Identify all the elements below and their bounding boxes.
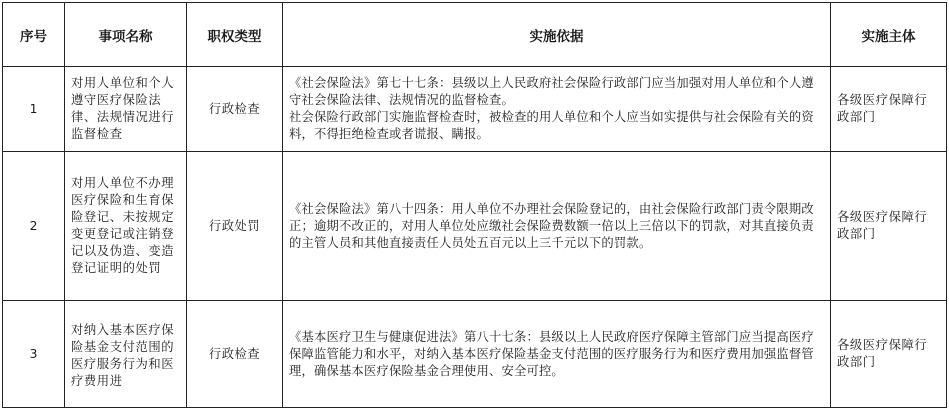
header-power-type: 职权类型 [187,3,283,67]
row-seq: 3 [3,301,65,408]
row-power-type: 行政检查 [187,301,283,408]
row-subject: 各级医疗保障行政部门 [831,152,947,301]
row-basis [283,301,831,408]
basis-paragraph: 《基本医疗卫生与健康促进法》第八十七条：县级以上人民政府医疗保障主管部门应当提高医疗保障监管能力和水平，对纳入基本医疗保险基金支付范围的医疗服务行为和医疗费用加强监督管理，确保基本医疗保险基金合理使用、安全可控。 [289,329,814,378]
row-basis [283,67,831,152]
row-subject: 各级医疗保障行政部门 [831,301,947,408]
row-subject: 各级医疗保障行政部门 [831,67,947,152]
basis-paragraph: 社会保险行政部门实施监督检查时，被检查的用人单位和个人应当如实提供与社会保险有关的资料，不得拒绝检查或者谎报、瞒报。 [289,110,814,141]
enforcement-items-table [2,2,947,408]
item-name-text: 对纳入基本医疗保险基金支付范围的医疗服务行为和医疗费用进 [71,323,175,388]
header-basis: 实施依据 [283,3,831,67]
header-item-name: 事项名称 [65,3,187,67]
row-item-name [65,67,187,152]
row-seq: 2 [3,152,65,301]
table-row [3,152,947,301]
row-item-name: 对用人单位不办理医疗保险和生育保险登记、未按规定变更登记或注销登记以及伪造、变造登记证明的处罚 [65,152,187,301]
table-row [3,67,947,152]
table-header-row [3,3,947,67]
row-item-name [65,301,187,408]
row-power-type: 行政处罚 [187,152,283,301]
row-basis [283,152,831,301]
basis-paragraph: 《社会保险法》第八十四条：用人单位不办理社会保险登记的，由社会保险行政部门责令限期改正；逾期不改正的，对用人单位处应缴社会保险费数额一倍以上三倍以下的罚款，对其直接负责的主管人员和其他直接责任人员处五百元以上三千元以下的罚款。 [289,201,814,250]
item-name-text: 对用人单位和个人遵守医疗保险法律、法规情况进行监督检查 [71,76,175,141]
table-row [3,301,947,408]
basis-paragraph: 《社会保险法》第七十七条：县级以上人民政府社会保险行政部门应当加强对用人单位和个人遵守社会保险法律、法规情况的监督检查。 [289,76,814,107]
row-power-type: 行政检查 [187,67,283,152]
header-seq: 序号 [3,3,65,67]
header-subject: 实施主体 [831,3,947,67]
row-seq: 1 [3,67,65,152]
